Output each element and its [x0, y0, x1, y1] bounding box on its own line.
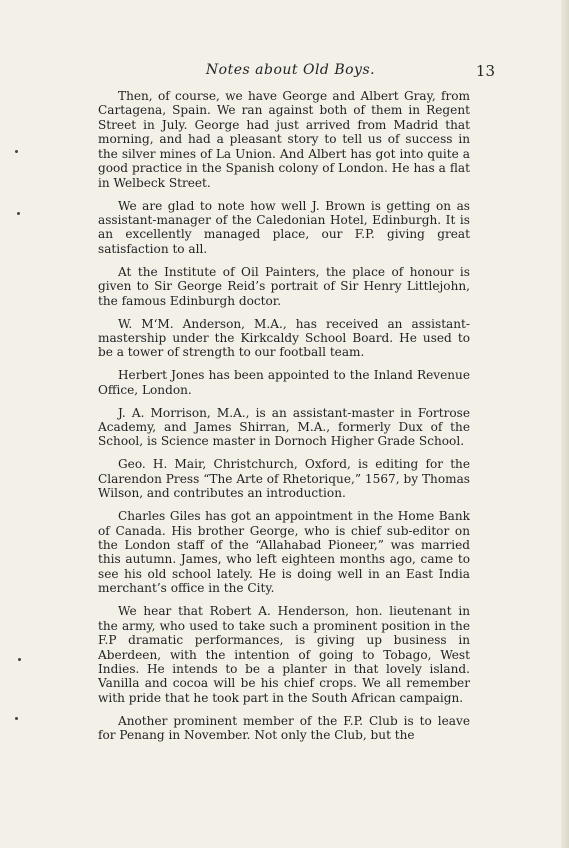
paragraph: W. M‘M. Anderson, M.A., has received an assistant-mastership under the Kirkcaldy School Board. He used to be a tower of strength to our football team.	[98, 316, 470, 360]
margin-speck	[17, 212, 20, 215]
margin-speck	[18, 658, 21, 661]
page-edge-shadow	[561, 0, 569, 848]
paragraph: J. A. Morrison, M.A., is an assistant-master in Fortrose Academy, and James Shirran, M.A., formerly Dux of the School, is Science master in Dornoch Higher Grade School.	[98, 405, 470, 449]
paragraph: We hear that Robert A. Henderson, hon. lieutenant in the army, who used to take such a prominent position in the F.P dramatic performances, is giving up business in Aberdeen, with the intention of going to Tobago, West Indies. He intends to be a planter in that lovely island. Vanilla and cocoa will be his chief crops. We all remember with pride that he took part in the South African campaign.	[98, 604, 470, 705]
page-number: 13	[475, 62, 495, 80]
article-body	[98, 89, 470, 751]
paragraph: Geo. H. Mair, Christchurch, Oxford, is editing for the Clarendon Press “The Arte of Rhetorique,” 1567, by Thomas Wilson, and contributes an introduction.	[98, 457, 470, 501]
running-head	[98, 58, 495, 84]
paragraph: At the Institute of Oil Painters, the place of honour is given to Sir George Reid’s portrait of Sir Henry Littlejohn, the famous Edinburgh doctor.	[98, 264, 470, 308]
margin-speck	[15, 717, 18, 720]
paragraph: Herbert Jones has been appointed to the Inland Revenue Office, London.	[98, 368, 470, 397]
paragraph: Charles Giles has got an appointment in the Home Bank of Canada. His brother George, who is chief sub-editor on the London staff of the “Allahabad Pioneer,” was married this autumn. James, who left eighteen months ago, came to see his old school lately. He is doing well in an East India merchant’s office in the City.	[98, 509, 470, 596]
paragraph: We are glad to note how well J. Brown is getting on as assistant-manager of the Caledonian Hotel, Edinburgh. It is an excellently managed place, our F.P. giving great satisfaction to all.	[98, 198, 470, 256]
margin-speck	[15, 150, 18, 153]
paragraph: Another prominent member of the F.P. Club is to leave for Penang in November. Not only the Club, but the	[98, 713, 470, 743]
running-title: Notes about Old Boys.	[205, 62, 376, 78]
paragraph: Then, of course, we have George and Albert Gray, from Cartagena, Spain. We ran against both of them in Regent Street in July. George had just arrived from Madrid that morning, and had a pleasant story to tell us of success in the silver mines of La Union. And Albert has got into quite a good practice in the Spanish colony of London. He has a flat in Welbeck Street.	[98, 89, 470, 190]
